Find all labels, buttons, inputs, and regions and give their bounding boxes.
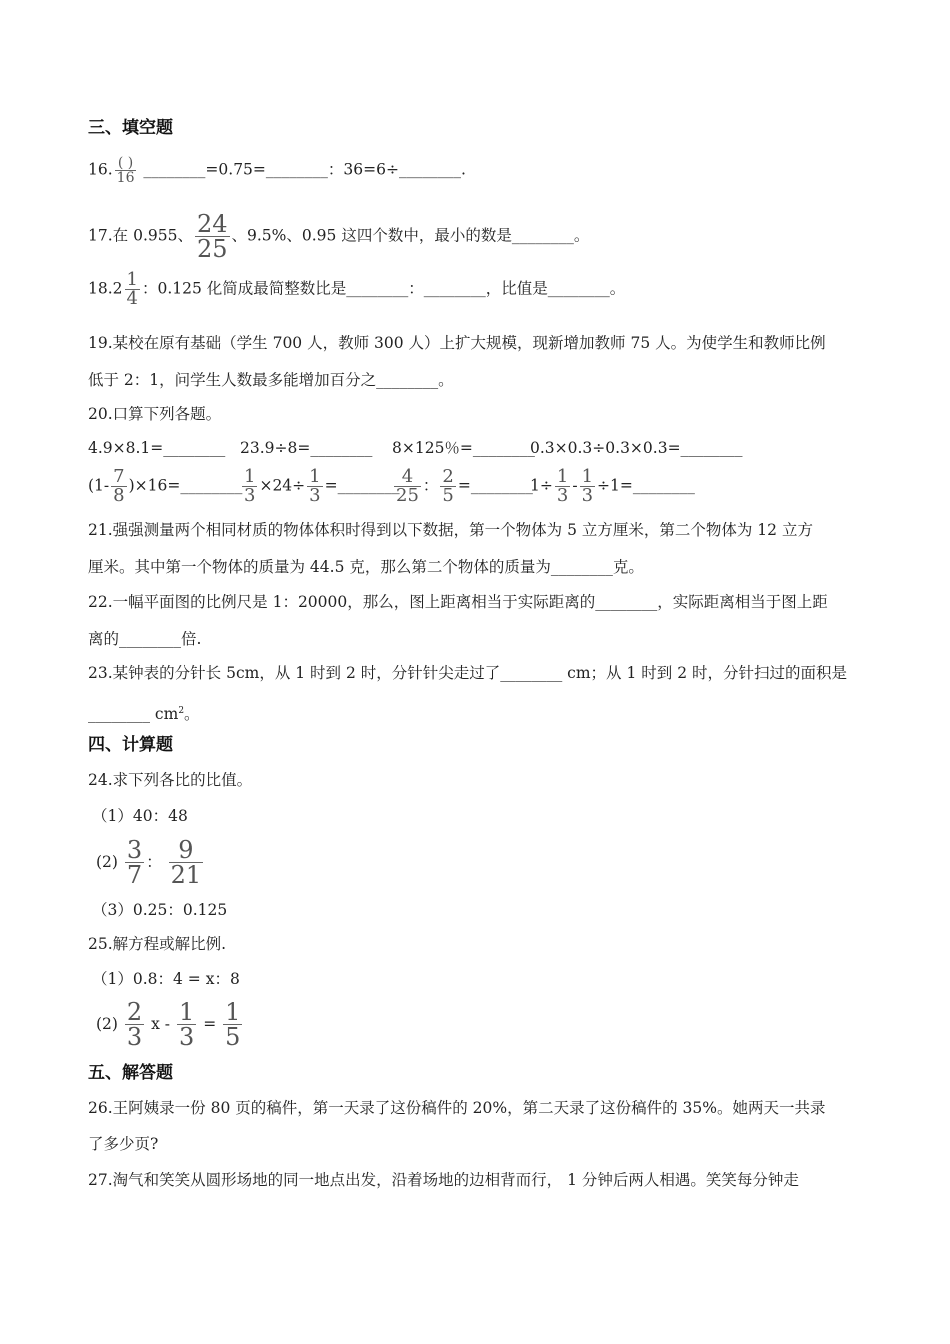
text: (2) [96,853,118,871]
section-heading-word-problems: 五、解答题 [88,1063,173,1083]
q20-item-1: 4.9×8.1=________ [88,439,226,457]
text: ×24÷ [259,476,306,495]
frac-numerator: 1 [244,466,256,487]
frac-numerator: 1 [581,466,594,487]
frac-numerator: 1 [309,466,321,487]
text: (1- [88,476,110,495]
q18-text-end: ：0.125 化简成最简整数比是________：________，比值是________。 [141,279,626,298]
question-19-line-2: 低于 2：1，问学生人数最多能增加百分之________。 [88,371,454,389]
fraction [177,997,196,1051]
q25-part-1: （1）0.8：4 = x：8 [92,970,240,988]
frac-denominator: 16 [116,170,135,186]
q24-part-2 [96,833,205,890]
frac-numerator: 2 [126,997,143,1026]
fraction [242,468,257,505]
text: 1÷ [530,476,553,495]
fraction [307,468,322,505]
fraction [125,835,144,889]
question-17 [88,212,589,261]
fraction [223,997,242,1051]
question-23-line-2 [88,701,200,724]
superscript: 2 [178,706,185,716]
text: =________ [457,476,533,495]
fraction [125,997,144,1051]
q17-text-start: 17.在 0.955、 [88,226,193,245]
q20-item-5 [88,468,242,505]
frac-numerator: 9 [178,835,194,864]
q24-part-3: （3）0.25：0.125 [92,901,228,919]
fraction [111,468,126,505]
frac-denominator: 8 [113,485,125,506]
frac-numerator: 3 [126,835,143,864]
q20-item-6 [240,468,400,505]
text: ________ cm [88,705,179,724]
q20-item-8 [530,468,695,505]
question-22-line-2: 离的________倍. [88,630,202,648]
q25-part-2 [96,995,244,1052]
frac-denominator: 5 [225,1022,241,1051]
fraction [394,468,421,505]
text: = [203,1015,217,1033]
question-19-line-1: 19.某校在原有基础（学生 700 人，教师 300 人）上扩大规模，现新增加教师 75 人。为使学生和教师比例 [88,334,826,352]
q20-item-7 [392,468,533,505]
text: 。 [184,705,200,724]
frac-numerator: 7 [113,466,125,487]
fraction [440,468,455,505]
frac-numerator: 1 [126,269,138,290]
text: )×16=________ [128,476,243,495]
question-16 [88,156,466,185]
fraction [555,468,570,505]
q16-number: 16. [88,160,113,179]
text: (2) [96,1015,118,1033]
q18-fraction [125,271,140,308]
question-18 [88,271,625,308]
frac-numerator: 1 [225,997,241,1026]
frac-denominator: 3 [178,1022,195,1051]
question-27-line-1: 27.淘气和笑笑从圆形场地的同一地点出发，沿着场地的边相背而行， 1 分钟后两人相遇。笑笑每分钟走 [88,1171,799,1189]
question-26-line-1: 26.王阿姨录一份 80 页的稿件，第一天录了这份稿件的 20%，第二天录了这份稿件的 35%。她两天一共录 [88,1099,826,1117]
frac-numerator: 2 [442,466,454,487]
fraction [169,835,204,889]
text: - [572,476,578,495]
frac-numerator: 4 [401,466,414,487]
q17-text-end: 、9.5%、0.95 这四个数中，最小的数是________。 [231,226,590,245]
question-22-line-1: 22.一幅平面图的比例尺是 1：20000，那么，图上距离相当于实际距离的________，实际距离相当于图上距 [88,593,828,611]
frac-numerator: 1 [178,997,195,1026]
frac-denominator: 5 [442,485,454,506]
q16-text: ________=0.75=________：36=6÷________. [143,160,466,179]
q20-item-3: 8×125％=________ [392,439,535,457]
question-26-line-2: 了多少页? [88,1135,159,1153]
frac-denominator: 3 [309,485,321,506]
question-25-title: 25.解方程或解比例. [88,935,227,953]
frac-numerator: ( ) [117,155,134,171]
question-20-title: 20.口算下列各题。 [88,405,222,423]
frac-denominator: 21 [170,860,202,889]
question-24-title: 24.求下列各比的比值。 [88,771,253,789]
question-23-line-1: 23.某钟表的分针长 5cm，从 1 时到 2 时，分针针尖走过了________ cm；从 1 时到 2 时，分针扫过的面积是 [88,664,847,682]
frac-denominator: 25 [196,235,228,263]
q16-fraction [115,156,137,185]
frac-denominator: 3 [126,1022,143,1051]
text: ： [422,476,439,495]
frac-numerator: 24 [196,210,228,238]
q18-text-start: 18.2 [88,279,123,298]
section-heading-calculation: 四、计算题 [88,735,173,755]
fraction [580,468,595,505]
frac-denominator: 3 [556,485,569,506]
text: =________ [324,476,400,495]
q20-item-2: 23.9÷8=________ [240,439,373,457]
frac-denominator: 25 [396,485,419,506]
section-heading-fill-blank: 三、填空题 [88,118,173,138]
question-21-line-1: 21.强强测量两个相同材质的物体体积时得到以下数据，第一个物体为 5 立方厘米，第二个物体为 12 立方 [88,521,813,539]
frac-denominator: 3 [244,485,256,506]
q17-fraction [195,212,230,261]
frac-denominator: 4 [126,288,138,309]
frac-denominator: 7 [126,860,143,889]
question-21-line-2: 厘米。其中第一个物体的质量为 44.5 克，那么第二个物体的质量为________克。 [88,558,644,576]
text: ： [146,853,162,871]
frac-numerator: 1 [556,466,569,487]
text: x - [151,1015,171,1033]
text: ÷1=________ [597,476,695,495]
frac-denominator: 3 [581,485,594,506]
q24-part-1: （1）40：48 [92,807,188,825]
q20-item-4: 0.3×0.3÷0.3×0.3=________ [530,439,743,457]
